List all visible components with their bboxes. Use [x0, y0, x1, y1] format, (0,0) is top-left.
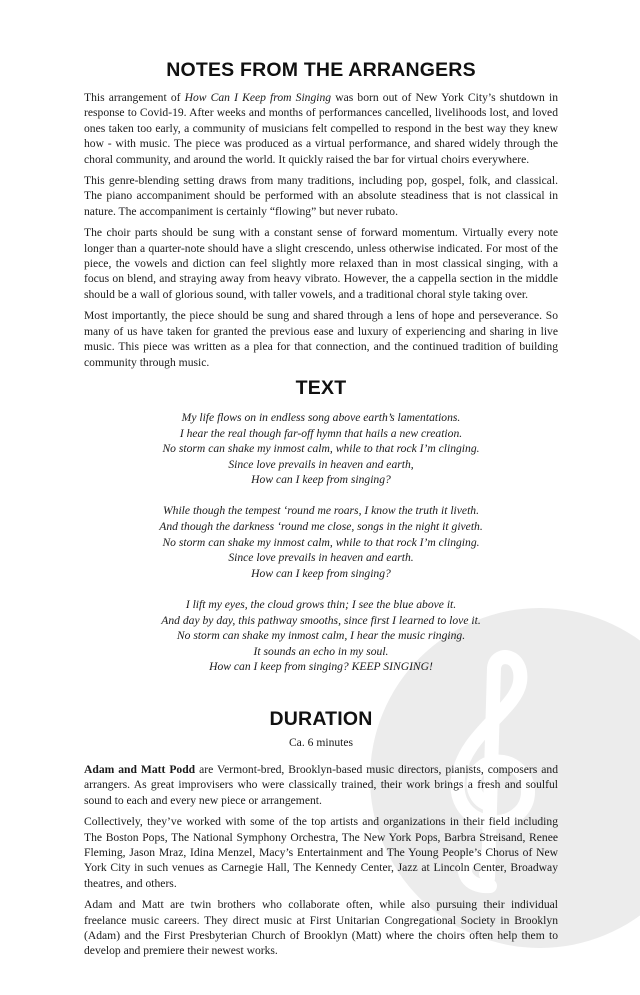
- lyric-line: I hear the real though far-off hymn that hails a new creation.: [179, 426, 463, 440]
- lyric-line: Since love prevails in heaven and earth.: [228, 551, 414, 565]
- arranger-names: Adam and Matt Podd: [84, 763, 196, 776]
- lyrics-stanza-1: [84, 410, 558, 488]
- main-content: [84, 58, 558, 965]
- lyrics-stanza-2: [84, 503, 558, 581]
- lyric-line: No storm can shake my inmost calm, I hear the music ringing.: [176, 629, 466, 643]
- notes-paragraph-2: This genre-blending setting draws from many traditions, including pop, gospel, folk, and classical. The piano accompaniment should be performed with an absolute steadiness that is not classical in nature. The accompaniment is certainly “flowing” but never rubato.: [84, 174, 558, 218]
- lyric-line: How can I keep from singing?: [251, 473, 391, 487]
- lyric-line: My life flows on in endless song above earth’s lamentations.: [181, 410, 461, 424]
- notes-paragraph-1: This arrangement of How Can I Keep from Singing was born out of New York City’s shutdown in response to Covid-19. After weeks and months of performances cancelled, livelihoods lost, and loved ones taken too early, a community of musicians felt compelled to respond in the best way they knew how - with music. The piece was produced as a virtual performance, and shared widely through the choral community, and around the world. It quickly raised the bar for virtual choirs everywhere.: [84, 91, 558, 166]
- notes-heading: NOTES FROM THE ARRANGERS: [166, 59, 476, 81]
- lyric-line: No storm can shake my inmost calm, while to that rock I’m clinging.: [162, 535, 480, 549]
- lyric-line: And though the darkness ‘round me close, songs in the night it giveth.: [159, 520, 483, 534]
- bio-paragraph-2: Collectively, they’ve worked with some of the top artists and organizations in their field including The Boston Pops, The National Symphony Orchestra, The New York Pops, Barbra Streisand, Renee Fleming, Jason Mraz, Idina Menzel, Macy’s Entertainment and The Young People’s Chorus of New York City in such venues as Carnegie Hall, The Kennedy Center, Jazz at Lincoln Center, Broadway theatres, and others.: [84, 815, 558, 890]
- duration-value: Ca. 6 minutes: [288, 736, 354, 749]
- lyric-line: It sounds an echo in my soul.: [253, 644, 389, 658]
- lyric-line: No storm can shake my inmost calm, while to that rock I’m clinging.: [162, 442, 480, 456]
- text-heading: TEXT: [295, 376, 347, 399]
- lyric-line: I lift my eyes, the cloud grows thin; I see the blue above it.: [185, 598, 457, 612]
- lyric-line: How can I keep from singing?: [251, 566, 391, 580]
- lyric-line: Since love prevails in heaven and earth,: [228, 457, 414, 471]
- lyrics-stanza-3: [84, 597, 558, 675]
- lyric-line: And day by day, this pathway smooths, since first I learned to love it.: [161, 613, 481, 627]
- notes-paragraph-3: The choir parts should be sung with a constant sense of forward momentum. Virtually every note longer than a quarter-note should have a slight crescendo, unless otherwise indicated. For most of the piece, the vowels and diction can feel slightly more relaxed than in most classical singing, with a focus on blend, and straying away from heavy vibrato. However, the a cappella section in the middle should be a wall of glorious sound, with taller vowels, and a traditional choral style taking over.: [84, 226, 558, 301]
- lyric-line: While though the tempest ‘round me roars, I know the truth it liveth.: [163, 504, 479, 518]
- lyric-line: How can I keep from singing? KEEP SINGING!: [209, 660, 433, 674]
- piece-title: How Can I Keep from Singing: [184, 91, 332, 104]
- notes-paragraph-4: Most importantly, the piece should be sung and shared through a lens of hope and perseverance. So many of us have taken for granted the previous ease and luxury of experiencing and sharing in live music. This piece was written as a plea for that connection, and the continued tradition of building community through music.: [84, 309, 558, 369]
- bio-paragraph-3: Adam and Matt are twin brothers who collaborate often, while also pursuing their individual freelance music careers. They direct music at First Unitarian Congregational Society in Brooklyn (Adam) and the First Presbyterian Church of Brooklyn (Matt) where the choirs often help them to develop and premiere their newest works.: [84, 898, 558, 958]
- duration-heading: DURATION: [269, 708, 373, 730]
- bio-paragraph-1: Adam and Matt Podd are Vermont-bred, Brooklyn-based music directors, pianists, composers and arrangers. As great improvisers who were classically trained, their work brings a fresh and soulful sound to each and every new piece or arrangement.: [84, 763, 558, 807]
